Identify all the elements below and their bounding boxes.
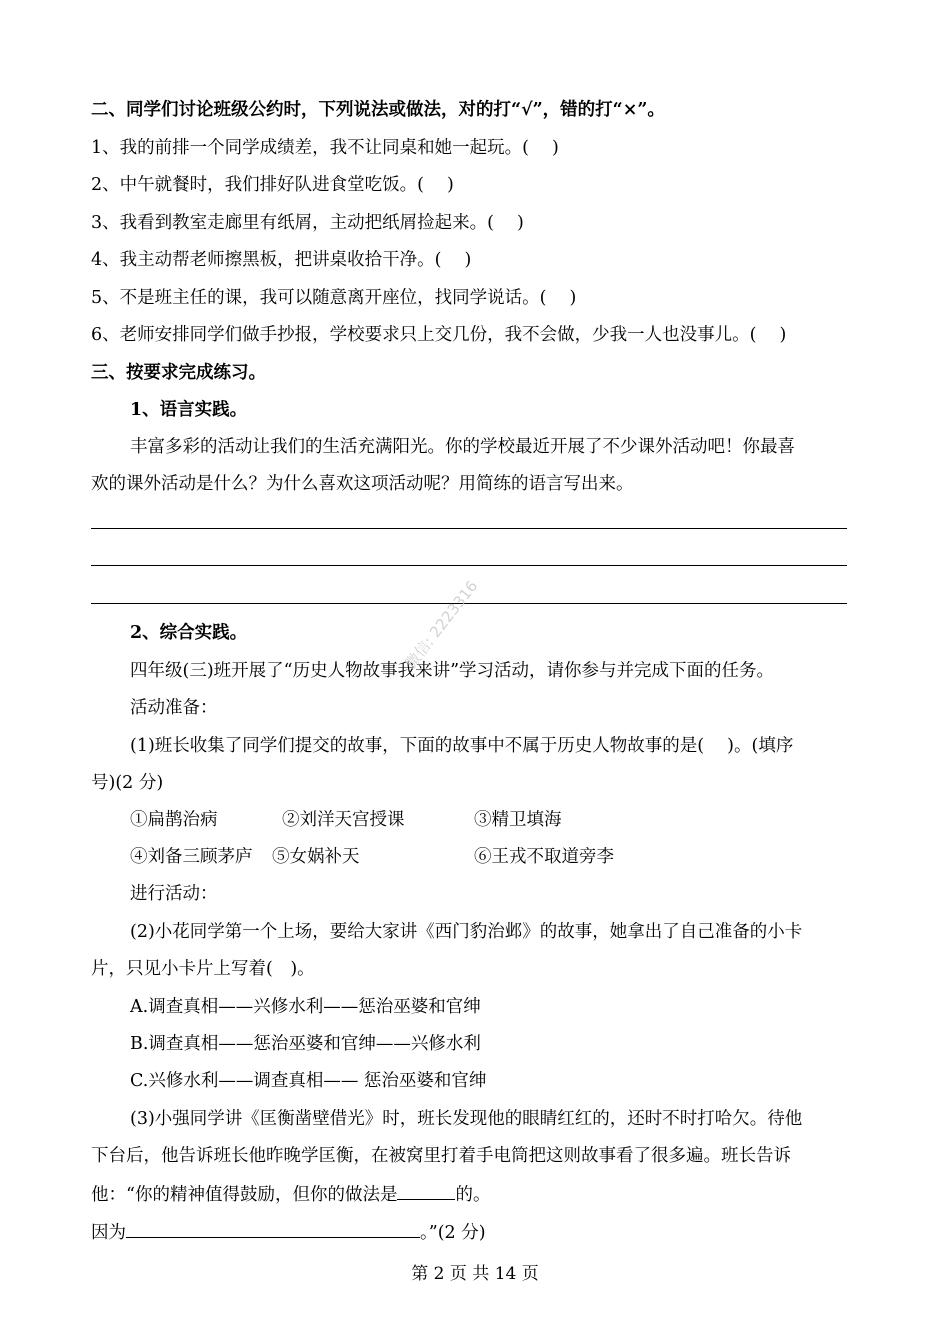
q1-option-6: ⑥王戎不取道旁李 [474,847,614,867]
section2-item-5: 5、不是班主任的课，我可以随意离开座位，找同学说话。( ) [91,288,577,308]
q2-option-c: C.兴修水利——调查真相—— 惩治巫婆和官绅 [130,1071,487,1091]
q3-fill-blank-long[interactable] [126,1219,420,1238]
q3-line1: (3)小强同学讲《匡衡凿壁借光》时，班长发现他的眼睛红红的，还时不时打哈欠。待他 [130,1109,803,1129]
q3-line4 [91,1219,486,1245]
watermark: 微信: 2223316 [401,577,482,673]
q1-option-4: ④刘备三顾茅庐 [130,847,253,867]
answer-line-1[interactable] [91,528,847,529]
q2-option-b: B.调查真相——惩治巫婆和官绅——兴修水利 [130,1034,481,1054]
prep-label: 活动准备： [130,698,218,718]
q3-line3-text-a: 他：“你的精神值得鼓励，但你的做法是 [91,1185,398,1205]
part2-title: 2、综合实践。 [130,623,248,643]
part2-intro: 四年级(三)班开展了“历史人物故事我来讲”学习活动，请你参与并完成下面的任务。 [130,661,775,681]
section3-heading: 三、按要求完成练习。 [91,363,266,383]
q3-line3-text-b: 的。 [455,1185,491,1205]
q2-line1: (2)小花同学第一个上场，要给大家讲《西门豹治邺》的故事，她拿出了自己准备的小卡 [130,922,803,942]
part1-paragraph-line1: 丰富多彩的活动让我们的生活充满阳光。你的学校最近开展了不少课外活动吧！你最喜 [130,437,795,457]
q3-line4-text-b: 。”(2 分) [420,1223,486,1243]
section2-item-1: 1、我的前排一个同学成绩差，我不让同桌和她一起玩。( ) [91,138,559,158]
q1-option-5: ⑤女娲补天 [272,847,360,867]
q1-option-2: ②刘洋天宫授课 [282,810,405,830]
page-footer: 第 2 页 共 14 页 [411,1264,539,1284]
q1-option-3: ③精卫填海 [474,810,562,830]
q2-option-a: A.调查真相——兴修水利——惩治巫婆和官绅 [130,997,481,1017]
q3-line3 [91,1181,490,1207]
section2-item-3: 3、我看到教室走廊里有纸屑，主动把纸屑捡起来。( ) [91,213,524,233]
q3-fill-blank-short[interactable] [397,1181,455,1200]
q1-option-1: ①扁鹊治病 [130,810,218,830]
q3-line2: 下台后，他告诉班长他昨晚学匡衡，在被窝里打着手电筒把这则故事看了很多遍。班长告诉 [91,1146,791,1166]
section2-item-2: 2、中午就餐时，我们排好队进食堂吃饭。( ) [91,175,454,195]
q1-line2: 号)(2 分) [91,773,164,793]
section2-item-4: 4、我主动帮老师擦黑板，把讲桌收拾干净。( ) [91,250,472,270]
activity-label: 进行活动： [130,884,218,904]
section2-item-6: 6、老师安排同学们做手抄报，学校要求只上交几份，我不会做，少我一人也没事儿。( ) [91,325,787,345]
part1-title: 1、语言实践。 [130,400,248,420]
q2-line2: 片，只见小卡片上写着( )。 [91,959,315,979]
answer-line-2[interactable] [91,565,847,566]
part1-paragraph-line2: 欢的课外活动是什么？为什么喜欢这项活动呢？用简练的语言写出来。 [91,474,634,494]
q1-line1: (1)班长收集了同学们提交的故事，下面的故事中不属于历史人物故事的是( )。(填序 [130,736,794,756]
section2-heading: 二、同学们讨论班级公约时，下列说法或做法，对的打“√”，错的打“×”。 [91,100,665,120]
q3-line4-text-a: 因为 [91,1223,126,1243]
